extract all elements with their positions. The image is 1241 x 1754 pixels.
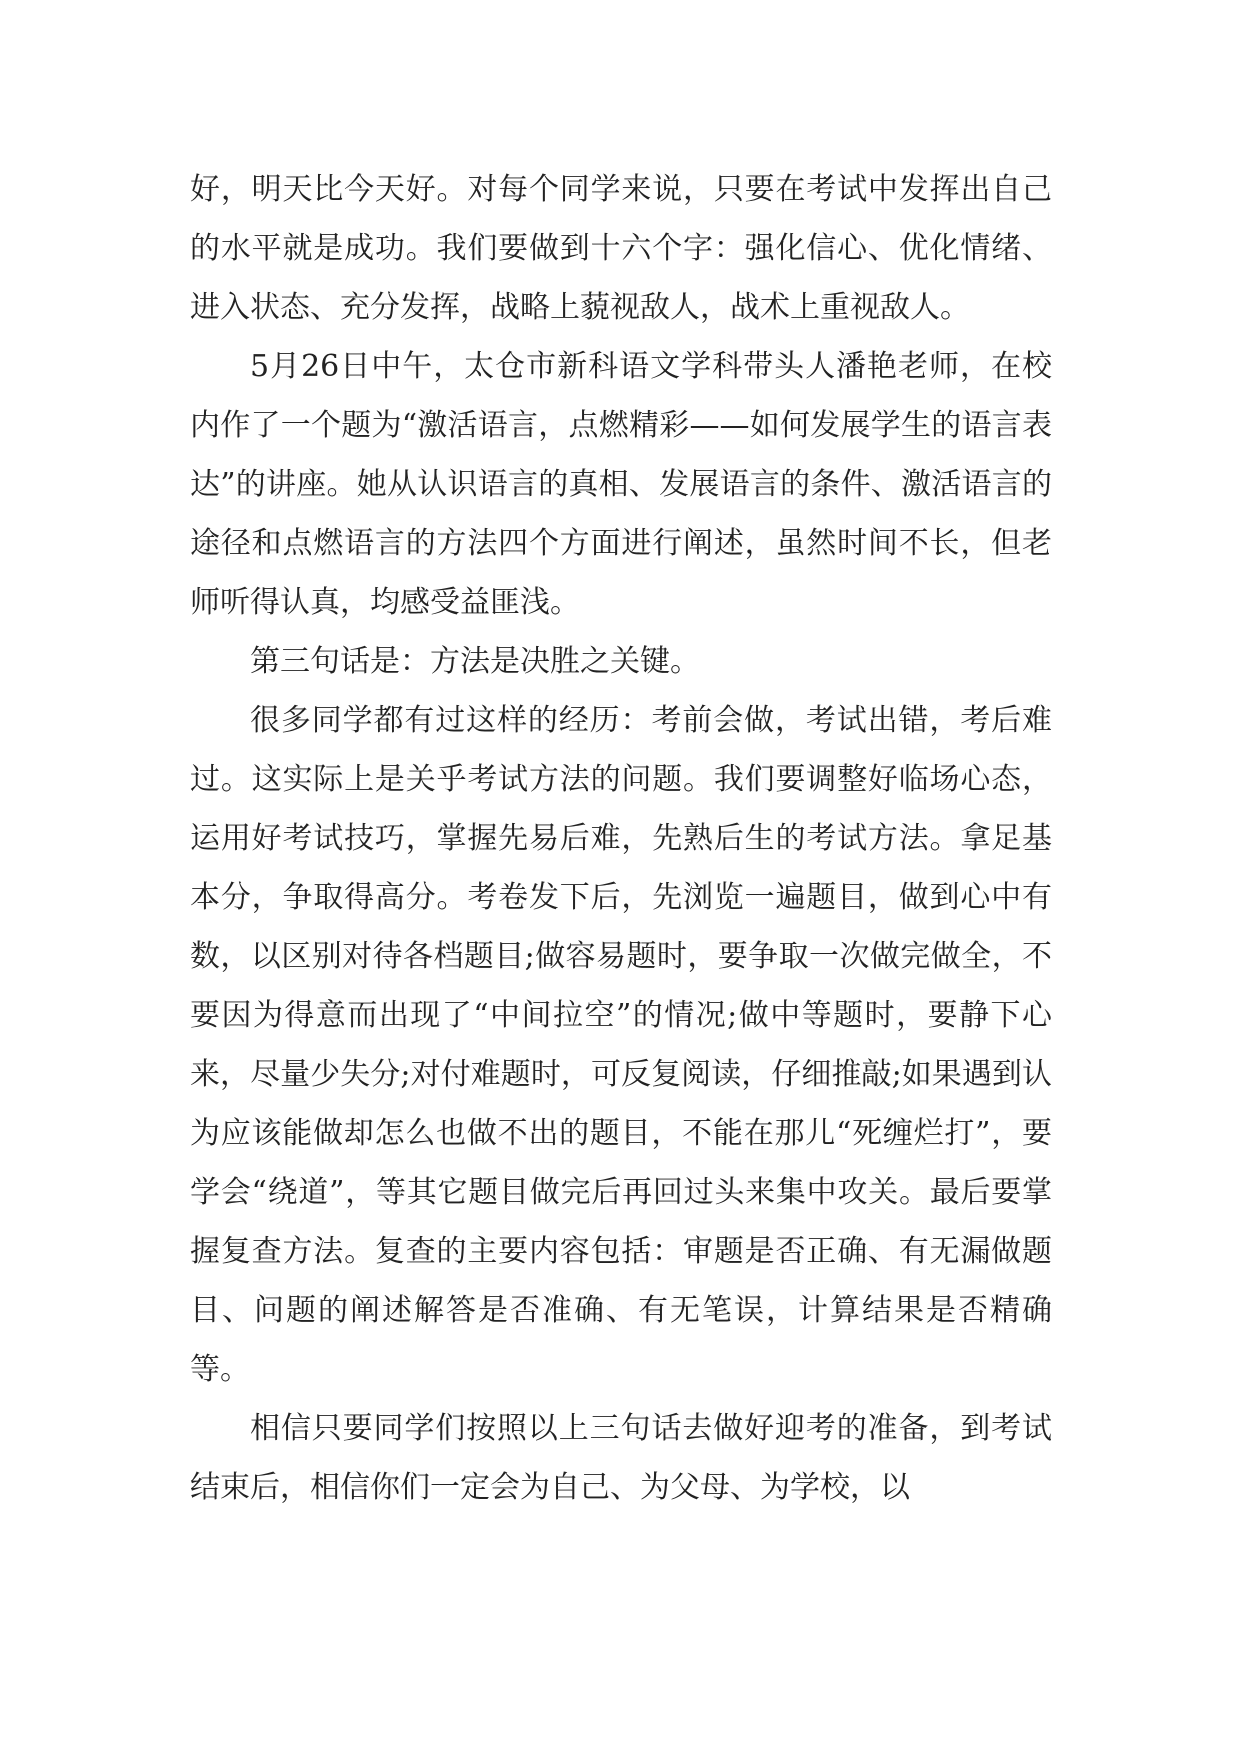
paragraph-4: 很多同学都有过这样的经历：考前会做，考试出错，考后难过。这实际上是关乎考试方法的问题。我们要调整好临场心态，运用好考试技巧，掌握先易后难，先熟后生的考试方法。拿足基本分，争取得高分。考卷发下后，先浏览一遍题目，做到心中有数，以区别对待各档题目;做容易题时，要争取一次做完做全，不要因为得意而出现了“中间拉空”的情况;做中等题时，要静下心来，尽量少失分;对付难题时，可反复阅读，仔细推敲;如果遇到认为应该能做却怎么也做不出的题目，不能在那儿“死缠烂打”，要学会“绕道”，等其它题目做完后再回过头来集中攻关。最后要掌握复查方法。复查的主要内容包括：审题是否正确、有无漏做题目、问题的阐述解答是否准确、有无笔误，计算结果是否精确等。 <box>190 703 1052 1387</box>
paragraph-1: 好，明天比今天好。对每个同学来说，只要在考试中发挥出自己的水平就是成功。我们要做到十六个字：强化信心、优化情绪、进入状态、充分发挥，战略上藐视敌人，战术上重视敌人。 <box>190 172 1052 325</box>
document-body <box>190 160 1052 1517</box>
paragraph-2: 5月26日中午，太仓市新科语文学科带头人潘艳老师，在校内作了一个题为“激活语言，点燃精彩——如何发展学生的语言表达”的讲座。她从认识语言的真相、发展语言的条件、激活语言的途径和点燃语言的方法四个方面进行阐述，虽然时间不长，但老师听得认真，均感受益匪浅。 <box>190 349 1052 620</box>
paragraph-3: 第三句话是：方法是决胜之关键。 <box>250 644 700 679</box>
paragraph-5: 相信只要同学们按照以上三句话去做好迎考的准备，到考试结束后，相信你们一定会为自己、为父母、为学校，以 <box>190 1411 1052 1505</box>
